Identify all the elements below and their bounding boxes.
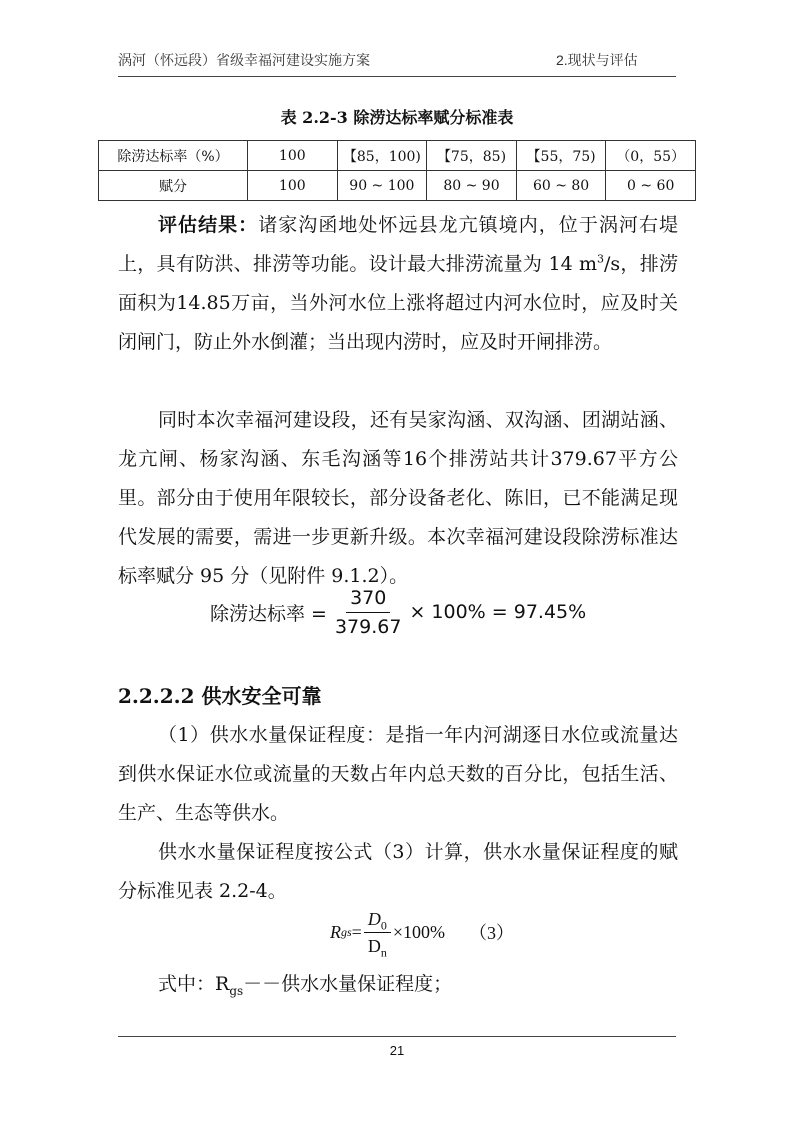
page-header [118,50,676,72]
table-cell: 【75，85) [427,141,517,171]
table-cell: 赋分 [99,171,248,201]
formula-numerator: 370 [346,586,390,613]
paragraph-text: 同时本次幸福河建设段，还有吴家沟涵、双沟涵、团湖站涵、龙亢闸、杨家沟涵、东毛沟涵等16个排涝站共计379.67平方公里。部分由于使用年限较长，部分设备老化、陈旧，已不能满足现代发展的需要，需进一步更新升级。本次幸福河建设段除涝标准达标率赋分 95 分（见附件 9.1.2）。 [118,409,678,587]
formula-denominator [367,933,387,960]
formula-lhs-symbol: R [330,921,341,942]
header-document-title: 涡河（怀远段）省级幸福河建设实施方案 [118,52,370,68]
table-cell: 80 ~ 90 [427,171,517,201]
denominator-symbol: D [367,935,381,956]
header-chapter-title: 2.现状与评估 [556,52,638,68]
table-row [99,171,696,201]
formula-numerator [364,908,391,933]
denominator-subscript: n [380,945,387,960]
formula-fraction [335,586,401,639]
drainage-score-table [98,140,696,201]
numerator-symbol: D [367,908,381,929]
paragraph-text: 供水水量保证程度按公式（3）计算，供水水量保证程度的赋分标准见表 2.2-4。 [118,841,678,902]
assessment-text-part1: 诸家沟函地处怀远县龙亢镇境内，位于涡河右堤上，具有防洪、排涝等功能。设计最大排涝流量为 14 m [118,214,678,275]
water-supply-formula: R gs = $\frac{D_0}{D_n}$ ×100% （3） [330,908,514,960]
table-title: 表 2.2-3 除涝达标率赋分标准表 [280,108,514,127]
formula-rhs: ×100% [392,921,445,942]
assessment-text-part2: /s，排涝面积为14.85万亩，当外河水位上涨将超过内河水位时，应及时关闭闸门，防止外水倒灌；当出现内涝时，应及时开闸排涝。 [118,253,678,353]
table-cell: 0 ~ 60 [606,171,696,201]
definition-suffix: －－供水水量保证程度； [243,973,453,995]
definition-paragraph [118,965,678,1004]
table-cell: 100 [248,171,338,201]
body-paragraph [118,401,678,596]
drainage-rate-formula [210,582,586,642]
formula-lhs: 除涝达标率 = [210,602,327,625]
table-row [99,141,696,171]
table-cell: 【85，100) [337,141,427,171]
equation-number: （3） [468,923,514,943]
numerator-subscript: 0 [380,918,387,933]
header-divider [118,76,676,77]
definition-subscript: gs [229,983,244,998]
body-paragraph [118,716,678,833]
formula-equals: = [351,921,362,942]
definition-prefix: 式中：R [158,973,230,995]
table-cell: 100 [248,141,338,171]
section-heading: 2.2.2.2 供水安全可靠 [118,684,322,708]
table-cell: （0，55） [606,141,696,171]
table-cell: 除涝达标率（%） [99,141,248,171]
paragraph-text: （1）供水水量保证程度：是指一年内河湖逐日水位或流量达到供水保证水位或流量的天数占年内总天数的百分比，包括生活、生产、生态等供水。 [118,724,678,824]
formula-fraction [364,908,391,960]
body-paragraph [118,833,678,911]
formula-rhs: × 100% = 97.45% [409,601,587,623]
page-number: 21 [389,1043,405,1058]
assessment-paragraph [118,206,678,362]
assessment-label: 评估结果： [158,214,259,236]
table-cell: 90 ~ 100 [337,171,427,201]
footer-divider [118,1036,676,1037]
superscript: 3 [597,252,604,266]
formula-denominator: 379.67 [334,615,402,638]
table-cell: 60 ~ 80 [516,171,606,201]
table-cell: 【55，75) [516,141,606,171]
